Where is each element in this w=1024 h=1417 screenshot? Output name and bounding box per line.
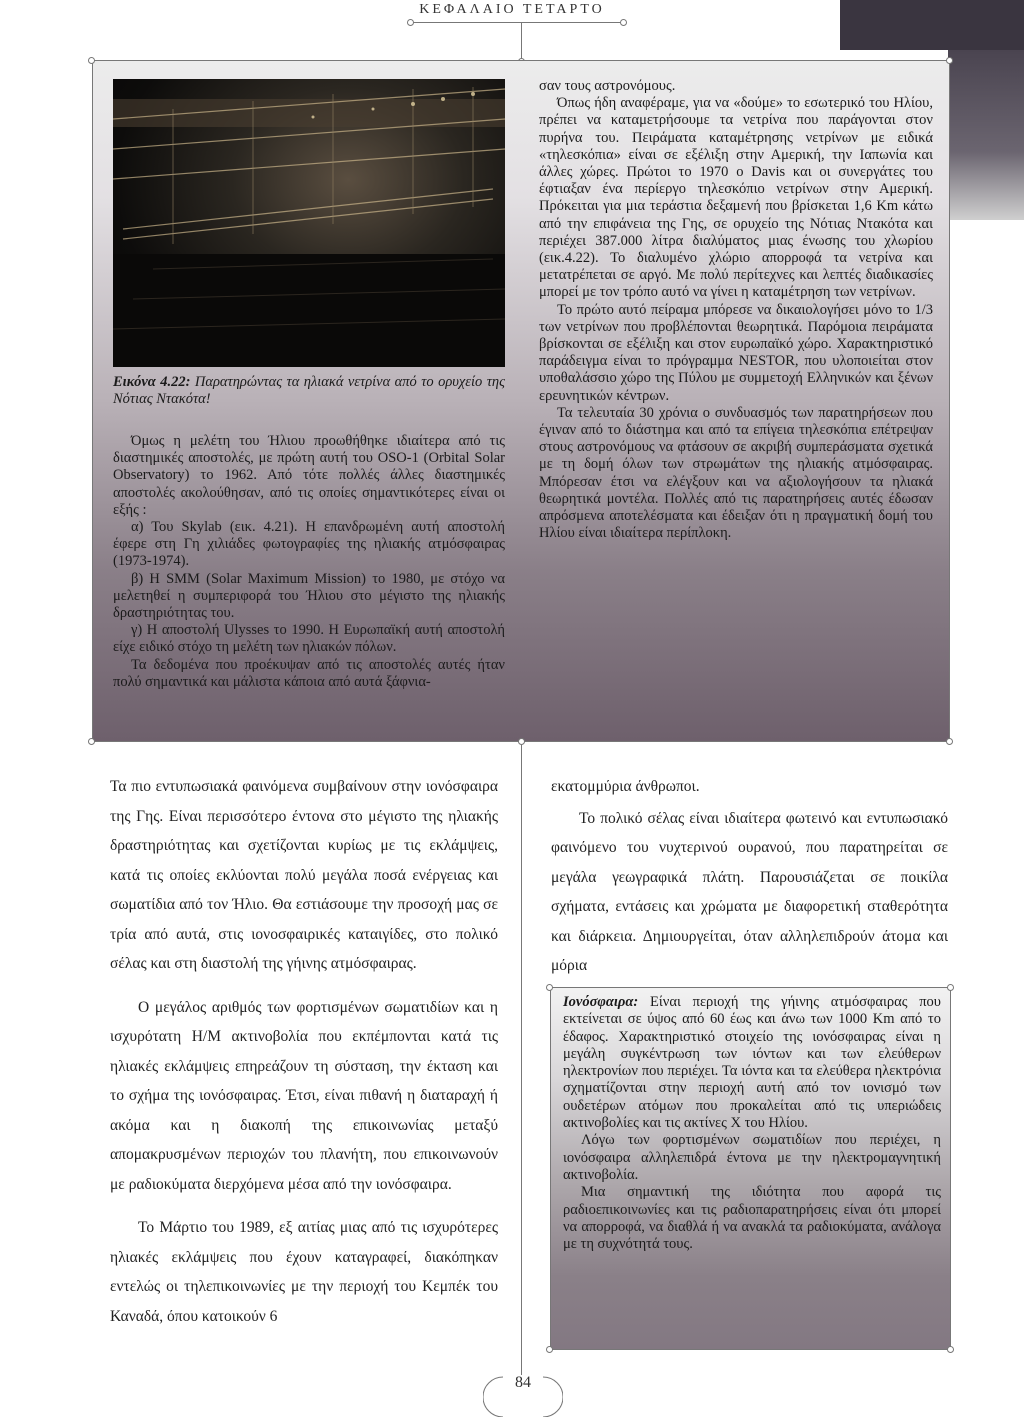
- panel-corner-dot: [946, 738, 953, 745]
- definition-text: Είναι περιοχή της γήινης ατμόσφαιρας που εκτείνεται σε ύψος από 60 έως και άνω των 1000 Km από το έδαφος. Χαρακτηριστικό στοιχείο της ιονόσφαιρας είναι η μεγάλη συγκέντρωση των ιόντων και των ελεύθερων ηλεκτρονίων που περιέχει. Τα ιόντα και τα ελεύθερα ηλεκτρόνια σχηματίζονται στην περιοχή αυτή από τον ιονισμό των ουδετέρων ατόμων που προκαλείται από τις υπεριώδεις ακτινοβολίες και τις ακτίνες Χ του Ηλίου.: [563, 994, 941, 1132]
- header-stem: [521, 22, 522, 62]
- panel-paragraph: α) Του Skylab (εικ. 4.21). Η επανδρωμένη αυτή αποστολή έφερε στη Γη χιλιάδες φωτογραφίες της ηλιακής ατμόσφαιρας (1973-1974).: [113, 519, 505, 570]
- corner-decoration-gradient: [948, 50, 1024, 220]
- figure-label: Εικόνα 4.22:: [113, 374, 191, 390]
- panel-left-column: [113, 433, 505, 691]
- body-right-column: [551, 772, 948, 995]
- figure-caption-text: Παρατηρώντας τα ηλιακά νετρίνα από το ορυχείο της Νότιας Ντακότα!: [113, 374, 505, 408]
- definition-paragraph: Μια σημαντική της ιδιότητα που αφορά τις ραδιοεπικοινωνίες και τις ραδιοπαρατηρήσεις είναι ότι μπορεί να απορροφά, να διαθλά ή να ανακλά τα ραδιοκύματα, ανάλογα με τη συχνότητά τους.: [563, 1184, 941, 1253]
- column-divider: [521, 745, 522, 1375]
- definition-box: [550, 987, 951, 1350]
- top-panel: [92, 60, 950, 742]
- panel-paragraph: Όπως ήδη αναφέραμε, για να «δούμε» το εσωτερικό του Ηλίου, πρέπει να καταμετρήσουμε τα νετρίνα που παράγονται στον πυρήνα του. Πειράματα καταμέτρησης νετρίνων με ειδικά «τηλεσκόπια» είναι σε εξέλιξη στην Αμερική, την Ιαπωνία και άλλες χώρες. Πρώτοι το 1970 ο Davis και οι συνεργάτες του έφτιαξαν ένα περίεργο τηλεσκόπιο νετρίνων στην Αμερική. Πρόκειται για μια τεράστια δεξαμενή που βρίσκεται 1,6 Km κάτω από την επιφάνεια της Γης, σε ορυχείο της Νότιας Ντακότα και περιέχει 387.000 λίτρα διαλύματος μιας ένωσης του χλωρίου (εικ.4.22). Το διαλυμένο χλώριο απορροφά τα νετρίνα και μετατρέπεται σε αργό. Με πολύ περίτεχνες και λεπτές διαδικασίες μπορεί με τον τρόπο αυτό να γίνει η καταμέτρηση των νετρίνων.: [539, 95, 933, 301]
- panel-right-column: [539, 78, 933, 542]
- body-paragraph: Ο μεγάλος αριθμός των φορτισμένων σωματιδίων και η ισχυρότατη Η/Μ ακτινοβολία που εκπέμπονται κατά τις ηλιακές εκλάμψεις επηρεάζουν τη σύσταση, την έκταση και το σχήμα της ιονόσφαιρας. Έτσι, είναι πιθανή η διαταραχή ή ακόμα και η διακοπή της επικοινωνίας μεταξύ απομακρυσμένων περιοχών του πλανήτη, που επικοινωνούν με ραδιοκύματα διερχόμενα μέσα από την ιονόσφαιρα.: [110, 998, 498, 1193]
- box-corner-dot: [947, 984, 954, 991]
- panel-paragraph: β) Η SMM (Solar Maximum Mission) το 1980, με στόχο να μελετηθεί η συμπεριφορά του Ήλιου στο μέγιστο της ηλιακής δραστηριότητας του.: [113, 570, 505, 622]
- body-paragraph: Το πολικό σέλας είναι ιδιαίτερα φωτεινό και εντυπωσιακό φαινόμενο του νυχτερινού ουρανού, που παρατηρείται σε μεγάλα γεωγραφικά πλάτη. Παρουσιάζεται σε ποικίλα σχήματα, εντάσεις και χρώματα με διαφορετική σταθερότητα και διάρκεια. Δημιουργείται, όταν αλληλεπιδρούν άτομα και μόρια: [551, 809, 948, 974]
- header-rule-dot: [407, 19, 414, 26]
- definition-paragraph: Λόγω των φορτισμένων σωματιδίων που περιέχει, η ιονόσφαιρα αλληλεπιδρά έντονα με την ηλεκτρομαγνητική ακτινοβολία.: [563, 1132, 941, 1183]
- panel-paragraph: Το πρώτο αυτό πείραμα μπόρεσε να δικαιολογήσει μόνο το 1/3 των νετρίνων που προβλέπονται θεωρητικά. Παρόμοια πειράματα βρίσκονται σε εξέλιξη και στον ευρωπαϊκό χώρο. Χαρακτηριστικό παράδειγμα είναι το πρόγραμμα NESTOR, που υλοποιείται στον υποθαλάσσιο χώρο της Πύλου με συμμετοχή Ελληνικών και ξένων ερευνητικών κέντρων.: [539, 301, 933, 404]
- panel-corner-dot: [88, 57, 95, 64]
- chapter-header: ΚΕΦΑΛΑΙΟ ΤΕΤΑΡΤΟ: [419, 2, 605, 17]
- box-corner-dot: [546, 984, 553, 991]
- definition-term: Ιονόσφαιρα:: [563, 994, 639, 1010]
- header-rule-dot: [620, 19, 627, 26]
- neutrino-tank-photo: [113, 79, 505, 367]
- body-paragraph: Το Μάρτιο του 1989, εξ αιτίας μιας από τις ισχυρότερες ηλιακές εκλάμψεις που έχουν καταγραφεί, διακόπηκαν εντελώς οι τηλεπικοινωνίες με την περιοχή του Κεμπέκ του Καναδά, όπου κατοικούν 6: [110, 1219, 498, 1325]
- page-number: 84: [515, 1374, 531, 1391]
- body-left-column: [110, 772, 498, 1345]
- panel-paragraph: Όμως η μελέτη του Ήλιου προωθήθηκε ιδιαίτερα από τις διαστημικές αποστολές, με πρώτη αυτή του OSO-1 (Orbital Solar Observatory) το 1962. Από τότε πολλές άλλες διαστημικές αποστολές ακολούθησαν, από τις οποίες σημαντικότερες είναι οι εξής :: [113, 433, 505, 518]
- figure-caption: [113, 374, 505, 408]
- body-paragraph: εκατομμύρια άνθρωποι.: [551, 778, 700, 795]
- panel-paragraph: Τα δεδομένα που προέκυψαν από τις αποστολές αυτές ήταν πολύ σημαντικά και μάλιστα κάποια από αυτά ξάφνια-: [113, 656, 505, 690]
- panel-corner-dot: [946, 57, 953, 64]
- panel-paragraph: σαν τους αστρονόμους.: [539, 78, 676, 94]
- header-rule: [412, 22, 622, 23]
- box-corner-dot: [947, 1346, 954, 1353]
- panel-junction-dot: [518, 738, 525, 745]
- panel-corner-dot: [88, 738, 95, 745]
- body-paragraph: Τα πιο εντυπωσιακά φαινόμενα συμβαίνουν στην ιονόσφαιρα της Γης. Είναι περισσότερο έντονα στο μέγιστο της ηλιακής δραστηριότητας και σχετίζονται κυρίως με τις εκλάμψεις, κατά τις οποίες εκλύονται πολύ μεγάλα ποσά ενέργειας και σωματίδια από τον Ήλιο. Θα εστιάσουμε την προσοχή μας σε τρία από αυτά, στις ιονοσφαιρικές καταιγίδες, στο πολικό σέλας και στη διαστολή της γήινης ατμόσφαιρας.: [110, 778, 498, 972]
- panel-paragraph: γ) Η αποστολή Ulysses το 1990. Η Ευρωπαϊκή αυτή αποστολή είχε ειδικό στόχο τη μελέτη των ηλιακών πόλων.: [113, 622, 505, 656]
- panel-paragraph: Τα τελευταία 30 χρόνια ο συνδυασμός των παρατηρήσεων που έγιναν από το διάστημα και από τα επίγεια τηλεσκόπια επέτρεψαν στους αστρονόμους να φτάσουν σε ακριβή συμπεράσματα σχετικά με τη δομή όλων των στρωμάτων της ηλιακής ατμόσφαιρας. Μπόρεσαν έτσι να ελέγξουν και να αξιολογήσουν τα ηλιακά θεωρητικά μοντέλα. Πολλές από τις παρατηρήσεις αυτές έδωσαν απρόσμενα αποτελέσματα και έδειξαν ότι η πραγματική δομή του Ηλίου είναι ιδιαίτερα περίπλοκη.: [539, 404, 933, 542]
